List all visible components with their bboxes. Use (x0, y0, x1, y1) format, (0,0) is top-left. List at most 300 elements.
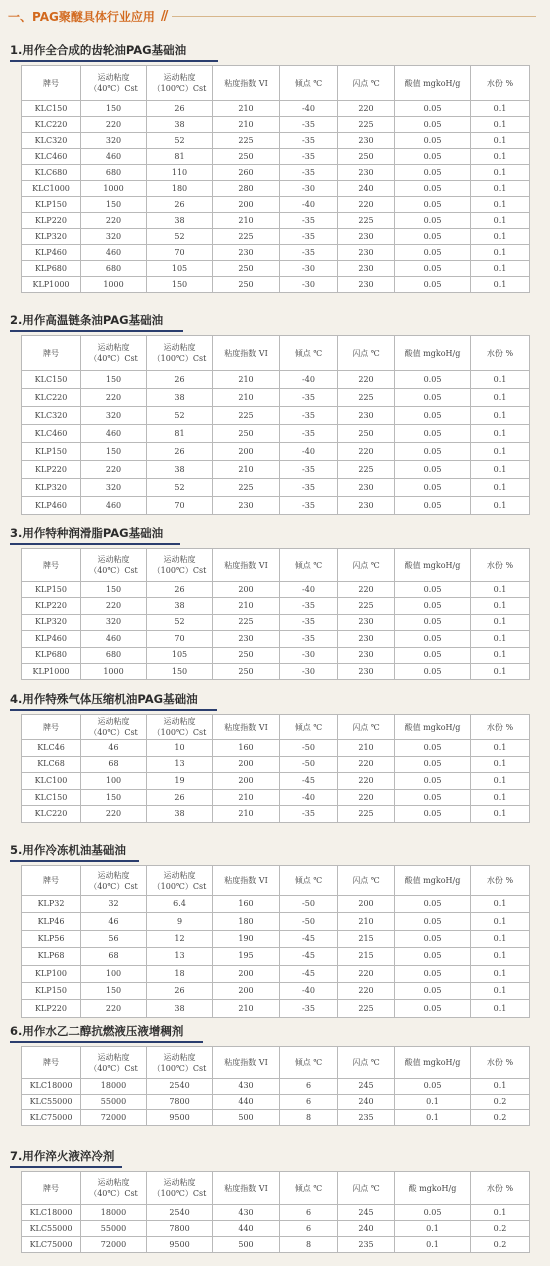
table-cell: 0.05 (395, 1205, 471, 1221)
column-header: 运动粘度 （100℃）Cst (147, 336, 213, 371)
table-cell: 210 (213, 101, 280, 117)
grade-cell: KLC320 (22, 133, 81, 149)
grade-cell: KLC55000 (22, 1221, 81, 1237)
table-cell: 0.1 (471, 982, 530, 999)
table-cell: 250 (338, 425, 395, 443)
table-cell: 200 (213, 982, 280, 999)
table-cell: -35 (280, 149, 338, 165)
table-cell: 26 (147, 101, 213, 117)
table-cell: 160 (213, 740, 280, 757)
section-title-text: 3.用作特种润滑脂PAG基础油 (10, 526, 164, 540)
table-cell: 2540 (147, 1079, 213, 1095)
table-cell: 110 (147, 165, 213, 181)
column-header: 粘度指数 VI (213, 336, 280, 371)
table-cell: 200 (213, 965, 280, 982)
table-cell: 0.05 (395, 614, 471, 630)
section-title-underline (10, 330, 183, 332)
table-cell: 0.1 (471, 479, 530, 497)
section-title-underline (10, 709, 217, 711)
column-header: 运动粘度 （100℃）Cst (147, 549, 213, 582)
column-header: 运动粘度 （100℃）Cst (147, 66, 213, 101)
table-row (22, 1094, 530, 1110)
table-cell: 0.05 (395, 261, 471, 277)
table-cell: 0.05 (395, 965, 471, 982)
table-cell: 230 (213, 497, 280, 515)
table-cell: 440 (213, 1221, 280, 1237)
table-cell: 52 (147, 229, 213, 245)
table-cell: -40 (280, 371, 338, 389)
column-header: 运动粘度 （100℃）Cst (147, 1172, 213, 1205)
column-header: 倾点 ℃ (280, 1047, 338, 1079)
table-cell: -45 (280, 773, 338, 790)
table-cell: -40 (280, 582, 338, 598)
grade-cell: KLC68 (22, 756, 81, 773)
table-row (22, 101, 530, 117)
table-cell: 0.05 (395, 149, 471, 165)
spec-table (21, 714, 530, 823)
table-cell: 1000 (81, 663, 147, 679)
table-cell: 0.1 (395, 1110, 471, 1126)
table-row (22, 197, 530, 213)
table-cell: 0.05 (395, 101, 471, 117)
table-cell: 0.05 (395, 165, 471, 181)
grade-cell: KLP150 (22, 443, 81, 461)
table-cell: 225 (213, 407, 280, 425)
table-header-row (22, 1172, 530, 1205)
grade-cell: KLC220 (22, 117, 81, 133)
table-row (22, 965, 530, 982)
table-cell: 0.1 (471, 773, 530, 790)
table-cell: 220 (338, 756, 395, 773)
table-row (22, 896, 530, 913)
section-title-text: 4.用作特殊气体压缩机油PAG基础油 (10, 692, 198, 706)
table-cell: 0.05 (395, 197, 471, 213)
table-row (22, 913, 530, 930)
table-cell: -35 (280, 598, 338, 614)
grade-cell: KLC100 (22, 773, 81, 790)
column-header: 倾点 ℃ (280, 66, 338, 101)
slash-decoration-icon: // (160, 8, 167, 24)
table-cell: 220 (81, 213, 147, 229)
table-cell: 245 (338, 1205, 395, 1221)
table-cell: 0.1 (471, 1079, 530, 1095)
table-cell: 52 (147, 479, 213, 497)
table-cell: 0.1 (471, 425, 530, 443)
grade-cell: KLP220 (22, 1000, 81, 1017)
table-cell: 225 (213, 479, 280, 497)
column-header: 闪点 ℃ (338, 715, 395, 740)
table-cell: 215 (338, 930, 395, 947)
table-cell: 0.05 (395, 479, 471, 497)
grade-cell: KLC320 (22, 407, 81, 425)
table-cell: 26 (147, 371, 213, 389)
table-cell: 0.05 (395, 896, 471, 913)
table-cell: 0.1 (395, 1221, 471, 1237)
table-header-row (22, 549, 530, 582)
section-title-text: 2.用作高温链条油PAG基础油 (10, 313, 164, 327)
table-header-row (22, 1047, 530, 1079)
column-header: 牌号 (22, 66, 81, 101)
table-cell: -35 (280, 165, 338, 181)
table-cell: 0.1 (395, 1094, 471, 1110)
table-row (22, 631, 530, 647)
table-cell: 225 (213, 614, 280, 630)
table-cell: -30 (280, 647, 338, 663)
grade-cell: KLC460 (22, 149, 81, 165)
table-cell: 26 (147, 982, 213, 999)
grade-cell: KLP320 (22, 229, 81, 245)
table-cell: 9500 (147, 1110, 213, 1126)
table-cell: 195 (213, 948, 280, 965)
column-header: 水份 % (471, 1172, 530, 1205)
table-cell: 56 (81, 930, 147, 947)
table-cell: 0.05 (395, 1079, 471, 1095)
table-cell: 26 (147, 789, 213, 806)
table-cell: 70 (147, 631, 213, 647)
table-cell: 0.1 (471, 371, 530, 389)
grade-cell: KLP56 (22, 930, 81, 947)
table-cell: 0.05 (395, 277, 471, 293)
table-cell: 55000 (81, 1221, 147, 1237)
table-header-row (22, 715, 530, 740)
table-cell: 0.05 (395, 598, 471, 614)
grade-cell: KLP460 (22, 631, 81, 647)
section-title-text: 5.用作冷冻机油基础油 (10, 843, 126, 857)
spec-table (21, 548, 530, 680)
table-cell: -35 (280, 133, 338, 149)
table-cell: 200 (213, 582, 280, 598)
table-cell: 320 (81, 407, 147, 425)
table-cell: 460 (81, 245, 147, 261)
table-cell: 38 (147, 461, 213, 479)
column-header: 粘度指数 VI (213, 66, 280, 101)
table-cell: 7800 (147, 1094, 213, 1110)
table-cell: 210 (213, 389, 280, 407)
table-cell: 280 (213, 181, 280, 197)
table-row (22, 1110, 530, 1126)
table-row (22, 181, 530, 197)
table-cell: -40 (280, 982, 338, 999)
table-cell: 220 (338, 371, 395, 389)
table-cell: 0.05 (395, 773, 471, 790)
table-cell: -30 (280, 261, 338, 277)
table-cell: 70 (147, 497, 213, 515)
section-title-text: 7.用作淬火液淬冷剂 (10, 1149, 115, 1163)
section-4 (0, 686, 550, 819)
table-cell: 7800 (147, 1221, 213, 1237)
table-cell: 0.1 (471, 443, 530, 461)
column-header: 粘度指数 VI (213, 1172, 280, 1205)
table-cell: 150 (147, 277, 213, 293)
table-cell: 210 (338, 913, 395, 930)
section-1 (0, 37, 550, 289)
grade-cell: KLC150 (22, 371, 81, 389)
table-cell: 245 (338, 1079, 395, 1095)
table-cell: 225 (213, 133, 280, 149)
table-cell: 9 (147, 913, 213, 930)
table-cell: 0.05 (395, 245, 471, 261)
table-row (22, 1079, 530, 1095)
table-cell: 200 (213, 756, 280, 773)
column-header: 水份 % (471, 66, 530, 101)
table-cell: 18000 (81, 1079, 147, 1095)
grade-cell: KLP100 (22, 965, 81, 982)
table-cell: 38 (147, 598, 213, 614)
table-cell: 100 (81, 965, 147, 982)
table-cell: 38 (147, 389, 213, 407)
table-cell: 0.05 (395, 497, 471, 515)
column-header: 倾点 ℃ (280, 1172, 338, 1205)
column-header: 运动粘度 （100℃）Cst (147, 1047, 213, 1079)
table-cell: 250 (213, 647, 280, 663)
table-cell: 230 (338, 245, 395, 261)
table-cell: 0.05 (395, 1000, 471, 1017)
table-cell: 0.2 (471, 1237, 530, 1253)
table-cell: 230 (338, 133, 395, 149)
table-cell: 150 (147, 663, 213, 679)
table-cell: -50 (280, 740, 338, 757)
table-cell: 200 (213, 197, 280, 213)
table-cell: 0.05 (395, 181, 471, 197)
spec-table (21, 65, 530, 293)
section-3 (0, 520, 550, 676)
column-header: 酸值 mgkoH/g (395, 866, 471, 896)
table-cell: 72000 (81, 1110, 147, 1126)
table-cell: 0.05 (395, 631, 471, 647)
table-row (22, 229, 530, 245)
table-cell: 0.05 (395, 133, 471, 149)
table-row (22, 930, 530, 947)
table-cell: 13 (147, 948, 213, 965)
column-header: 牌号 (22, 336, 81, 371)
table-cell: 225 (213, 229, 280, 245)
table-cell: 240 (338, 1094, 395, 1110)
grade-cell: KLP220 (22, 461, 81, 479)
table-cell: 250 (213, 663, 280, 679)
column-header: 酸值 mgkoH/g (395, 715, 471, 740)
table-cell: 150 (81, 582, 147, 598)
spec-table (21, 1171, 530, 1253)
table-cell: 0.05 (395, 789, 471, 806)
grade-cell: KLP680 (22, 261, 81, 277)
table-row (22, 756, 530, 773)
table-cell: -35 (280, 117, 338, 133)
section-title (0, 686, 550, 712)
table-row (22, 117, 530, 133)
table-cell: 52 (147, 614, 213, 630)
table-cell: 220 (81, 598, 147, 614)
column-header: 酸值 mgkoH/g (395, 336, 471, 371)
grade-cell: KLP150 (22, 982, 81, 999)
table-row (22, 261, 530, 277)
table-cell: 220 (81, 461, 147, 479)
column-header: 运动粘度 （100℃）Cst (147, 866, 213, 896)
table-row (22, 497, 530, 515)
table-cell: 220 (81, 1000, 147, 1017)
table-cell: 430 (213, 1079, 280, 1095)
table-cell: 430 (213, 1205, 280, 1221)
table-row (22, 149, 530, 165)
table-cell: 225 (338, 389, 395, 407)
section-title-text: 6.用作水乙二醇抗燃液压液增稠剂 (10, 1024, 184, 1038)
grade-cell: KLC680 (22, 165, 81, 181)
table-cell: 70 (147, 245, 213, 261)
column-header: 闪点 ℃ (338, 1172, 395, 1205)
grade-cell: KLC1000 (22, 181, 81, 197)
table-cell: 68 (81, 756, 147, 773)
table-cell: 26 (147, 443, 213, 461)
section-2 (0, 307, 550, 510)
table-cell: 13 (147, 756, 213, 773)
table-cell: 68 (81, 948, 147, 965)
grade-cell: KLC55000 (22, 1094, 81, 1110)
column-header: 运动粘度 （40℃）Cst (81, 66, 147, 101)
table-cell: 0.1 (471, 948, 530, 965)
table-row (22, 213, 530, 229)
table-cell: 0.1 (471, 133, 530, 149)
table-cell: 200 (338, 896, 395, 913)
table-cell: 180 (147, 181, 213, 197)
section-title (0, 1018, 550, 1044)
table-cell: -40 (280, 197, 338, 213)
section-title (0, 307, 550, 333)
column-header: 倾点 ℃ (280, 336, 338, 371)
table-row (22, 663, 530, 679)
column-header: 闪点 ℃ (338, 66, 395, 101)
table-cell: 52 (147, 133, 213, 149)
table-cell: 0.1 (471, 407, 530, 425)
table-header-row (22, 336, 530, 371)
table-cell: 210 (338, 740, 395, 757)
table-cell: 250 (213, 149, 280, 165)
table-cell: -35 (280, 806, 338, 823)
table-cell: 2540 (147, 1205, 213, 1221)
table-cell: 230 (338, 647, 395, 663)
table-cell: 230 (338, 497, 395, 515)
table-cell: 320 (81, 479, 147, 497)
table-cell: 10 (147, 740, 213, 757)
table-cell: 1000 (81, 181, 147, 197)
table-cell: 0.05 (395, 213, 471, 229)
column-header: 闪点 ℃ (338, 549, 395, 582)
table-row (22, 1205, 530, 1221)
table-cell: 220 (338, 197, 395, 213)
table-cell: 6 (280, 1221, 338, 1237)
grade-cell: KLC75000 (22, 1237, 81, 1253)
table-cell: 220 (338, 101, 395, 117)
table-cell: 0.1 (471, 631, 530, 647)
grade-cell: KLP32 (22, 896, 81, 913)
table-cell: -40 (280, 789, 338, 806)
table-cell: 0.1 (471, 389, 530, 407)
table-cell: 250 (213, 261, 280, 277)
table-cell: 225 (338, 806, 395, 823)
table-cell: 220 (81, 117, 147, 133)
table-cell: 225 (338, 213, 395, 229)
table-row (22, 407, 530, 425)
table-row (22, 598, 530, 614)
table-cell: -35 (280, 407, 338, 425)
section-title-underline (10, 60, 218, 62)
table-cell: 230 (338, 277, 395, 293)
table-cell: -35 (280, 479, 338, 497)
table-row (22, 614, 530, 630)
section-title-underline (10, 543, 180, 545)
table-cell: 8 (280, 1237, 338, 1253)
table-cell: 220 (338, 773, 395, 790)
table-cell: -35 (280, 245, 338, 261)
table-cell: 200 (213, 773, 280, 790)
spec-table (21, 865, 530, 1018)
table-cell: 210 (213, 461, 280, 479)
table-cell: 0.1 (471, 461, 530, 479)
table-cell: 680 (81, 165, 147, 181)
table-cell: 55000 (81, 1094, 147, 1110)
grade-cell: KLP220 (22, 598, 81, 614)
table-cell: 225 (338, 117, 395, 133)
table-cell: -50 (280, 913, 338, 930)
table-cell: 220 (338, 443, 395, 461)
table-row (22, 740, 530, 757)
grade-cell: KLC150 (22, 789, 81, 806)
table-cell: 9500 (147, 1237, 213, 1253)
table-cell: 0.1 (471, 598, 530, 614)
table-cell: 210 (213, 1000, 280, 1017)
grade-cell: KLC220 (22, 389, 81, 407)
table-cell: 230 (338, 165, 395, 181)
table-cell: 0.2 (471, 1094, 530, 1110)
table-cell: 190 (213, 930, 280, 947)
table-cell: 0.05 (395, 389, 471, 407)
grade-cell: KLC220 (22, 806, 81, 823)
table-cell: 0.1 (471, 965, 530, 982)
table-cell: 0.1 (471, 1000, 530, 1017)
table-cell: -35 (280, 425, 338, 443)
column-header: 水份 % (471, 866, 530, 896)
table-cell: 100 (81, 773, 147, 790)
table-row (22, 133, 530, 149)
table-cell: 210 (213, 117, 280, 133)
table-cell: 0.1 (395, 1237, 471, 1253)
table-cell: 0.05 (395, 443, 471, 461)
column-header: 牌号 (22, 549, 81, 582)
table-cell: 235 (338, 1110, 395, 1126)
table-cell: 0.1 (471, 663, 530, 679)
grade-cell: KLP68 (22, 948, 81, 965)
column-header: 运动粘度 （40℃）Cst (81, 1047, 147, 1079)
page-header (0, 0, 550, 32)
table-row (22, 245, 530, 261)
table-cell: 230 (338, 229, 395, 245)
table-cell: 38 (147, 1000, 213, 1017)
table-cell: 0.1 (471, 740, 530, 757)
table-cell: 210 (213, 213, 280, 229)
table-cell: 230 (338, 261, 395, 277)
column-header: 水份 % (471, 715, 530, 740)
table-cell: 46 (81, 740, 147, 757)
table-header-row (22, 66, 530, 101)
table-cell: 460 (81, 149, 147, 165)
table-row (22, 1221, 530, 1237)
table-cell: 0.1 (471, 229, 530, 245)
column-header: 水份 % (471, 1047, 530, 1079)
table-row (22, 806, 530, 823)
table-cell: 38 (147, 117, 213, 133)
table-cell: 0.05 (395, 740, 471, 757)
table-cell: -50 (280, 896, 338, 913)
table-cell: 215 (338, 948, 395, 965)
table-cell: 38 (147, 213, 213, 229)
